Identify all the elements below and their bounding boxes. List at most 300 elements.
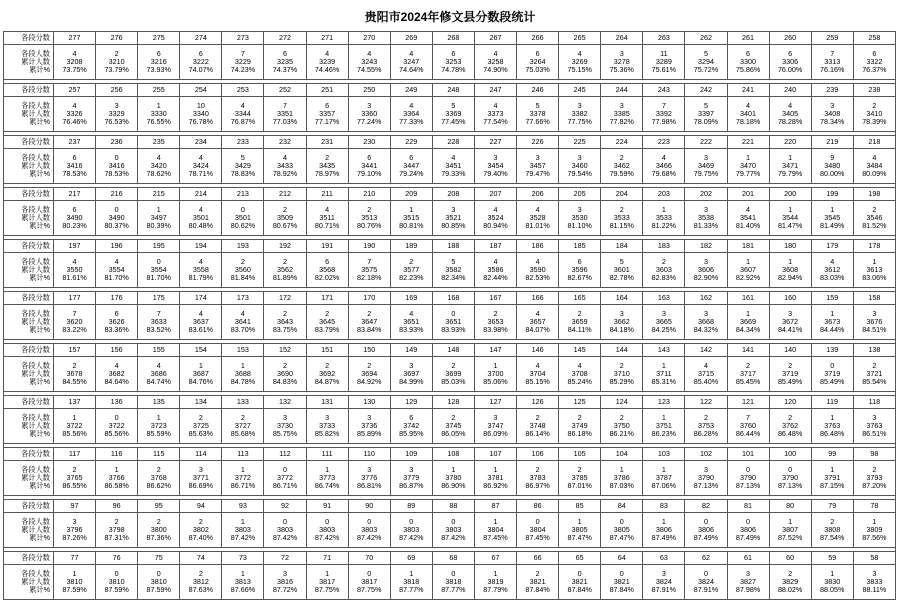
stats-label-cum: 累计人数 [21, 109, 50, 118]
cumulative-count: 3612 [824, 265, 841, 274]
cumulative-percent: 81.61% [62, 273, 87, 282]
segment-count: 4 [746, 101, 751, 110]
stats-cell [769, 97, 811, 132]
stats-cell [222, 565, 264, 600]
cumulative-count: 3497 [150, 213, 167, 222]
score-cell: 177 [54, 292, 96, 305]
stats-cell [474, 461, 516, 496]
cumulative-percent: 78.09% [693, 117, 719, 126]
stats-row [4, 97, 896, 132]
score-cell: 152 [264, 344, 306, 357]
stats-cell [769, 45, 811, 80]
score-cell: 158 [853, 292, 895, 305]
score-cell: 141 [727, 344, 769, 357]
segment-count: 1 [746, 153, 751, 162]
segment-count: 0 [703, 517, 708, 526]
cumulative-percent: 83.22% [62, 325, 87, 334]
segment-count: 3 [746, 569, 751, 578]
cumulative-count: 3821 [571, 577, 588, 586]
segment-count: 4 [535, 205, 540, 214]
segment-count: 1 [409, 205, 414, 214]
score-cell: 234 [180, 136, 222, 149]
score-cell: 102 [685, 448, 727, 461]
stats-cell [853, 149, 895, 184]
cumulative-percent: 84.83% [272, 377, 298, 386]
stats-cell [54, 461, 96, 496]
stats-row-labels [4, 201, 54, 236]
cumulative-percent: 86.05% [441, 429, 466, 438]
cumulative-count: 3264 [529, 57, 546, 66]
cumulative-percent: 76.78% [188, 117, 214, 126]
cumulative-count: 3300 [740, 57, 757, 66]
cumulative-percent: 87.66% [230, 585, 256, 594]
cumulative-percent: 87.42% [399, 533, 424, 542]
cumulative-percent: 77.66% [525, 117, 550, 126]
segment-count: 0 [535, 517, 540, 526]
segment-count: 2 [283, 205, 288, 214]
score-cell: 109 [390, 448, 432, 461]
cumulative-count: 3736 [361, 421, 378, 430]
score-cell: 225 [559, 136, 601, 149]
score-cell: 192 [264, 240, 306, 253]
cumulative-count: 3760 [740, 421, 757, 430]
cumulative-percent: 77.17% [314, 117, 340, 126]
score-cell: 70 [348, 552, 390, 565]
score-cell: 238 [853, 84, 895, 97]
score-cell: 244 [601, 84, 643, 97]
stats-row [4, 305, 896, 340]
cumulative-percent: 83.70% [230, 325, 256, 334]
segment-count: 4 [240, 101, 245, 110]
stats-cell [769, 409, 811, 444]
segment-count: 3 [283, 569, 288, 578]
cumulative-count: 3790 [782, 473, 799, 482]
stats-row-labels [4, 305, 54, 340]
cumulative-count: 3208 [66, 57, 83, 66]
stats-cell [348, 201, 390, 236]
stats-cell [769, 513, 811, 548]
cumulative-percent: 82.53% [525, 273, 550, 282]
score-cell: 246 [517, 84, 559, 97]
cumulative-percent: 87.01% [567, 481, 592, 490]
segment-count: 3 [325, 413, 330, 422]
stats-cell [222, 201, 264, 236]
score-cell: 155 [138, 344, 180, 357]
cumulative-count: 3586 [487, 265, 504, 274]
cumulative-percent: 84.51% [862, 325, 887, 334]
stats-cell [811, 461, 853, 496]
stats-cell [222, 253, 264, 288]
cumulative-percent: 76.00% [777, 65, 803, 74]
score-cell: 161 [727, 292, 769, 305]
cumulative-percent: 87.59% [146, 585, 171, 594]
segment-count: 3 [535, 153, 540, 162]
score-cell: 217 [54, 188, 96, 201]
cumulative-percent: 87.91% [693, 585, 719, 594]
stats-cell [517, 513, 559, 548]
segment-count: 5 [703, 101, 708, 110]
segment-count: 1 [619, 465, 624, 474]
score-cell: 134 [180, 396, 222, 409]
segment-count: 3 [872, 309, 877, 318]
score-cell: 258 [853, 32, 895, 45]
segment-count: 1 [830, 205, 835, 214]
score-cell: 203 [643, 188, 685, 201]
cumulative-count: 3416 [108, 161, 125, 170]
stats-cell [432, 357, 474, 392]
cumulative-percent: 80.23% [62, 221, 87, 230]
cumulative-count: 3490 [108, 213, 125, 222]
segment-count: 2 [577, 309, 582, 318]
score-cell: 126 [517, 396, 559, 409]
stats-cell [180, 461, 222, 496]
stats-cell [559, 253, 601, 288]
cumulative-count: 3821 [613, 577, 630, 586]
segment-count: 4 [493, 205, 498, 214]
cumulative-percent: 87.13% [777, 481, 803, 490]
cumulative-percent: 87.49% [693, 533, 719, 542]
cumulative-count: 3460 [571, 161, 588, 170]
segment-count: 4 [577, 361, 582, 370]
cumulative-count: 3608 [782, 265, 799, 274]
segment-count: 4 [72, 49, 77, 58]
cumulative-count: 3554 [150, 265, 167, 274]
segment-count: 2 [240, 257, 245, 266]
score-cell: 125 [559, 396, 601, 409]
segment-count: 5 [240, 153, 245, 162]
cumulative-count: 3470 [740, 161, 757, 170]
cumulative-count: 3668 [697, 317, 714, 326]
segment-count: 4 [451, 153, 456, 162]
cumulative-count: 3727 [234, 421, 251, 430]
cumulative-count: 3454 [487, 161, 504, 170]
segment-count: 6 [409, 153, 414, 162]
segment-count: 4 [493, 49, 498, 58]
score-cell: 106 [517, 448, 559, 461]
segment-count: 1 [788, 257, 793, 266]
cumulative-count: 3313 [824, 57, 841, 66]
cumulative-count: 3765 [66, 473, 83, 482]
cumulative-percent: 79.75% [693, 169, 719, 178]
stats-cell [138, 45, 180, 80]
stats-cell [643, 201, 685, 236]
score-cell: 189 [390, 240, 432, 253]
stats-cell [685, 45, 727, 80]
stats-cell [348, 461, 390, 496]
segment-count: 1 [788, 205, 793, 214]
cumulative-count: 3785 [571, 473, 588, 482]
score-cell: 266 [517, 32, 559, 45]
cumulative-percent: 87.59% [104, 585, 129, 594]
stats-label-count: 各段人数 [21, 361, 50, 370]
score-cell: 121 [727, 396, 769, 409]
stats-cell [222, 357, 264, 392]
cumulative-count: 3692 [319, 369, 336, 378]
cumulative-percent: 74.46% [314, 65, 340, 74]
segment-count: 1 [72, 413, 77, 422]
stats-cell [222, 45, 264, 80]
stats-cell [348, 409, 390, 444]
stats-cell [811, 565, 853, 600]
score-cell: 136 [96, 396, 138, 409]
cumulative-percent: 82.83% [651, 273, 677, 282]
score-cell: 145 [559, 344, 601, 357]
stats-cell [727, 305, 769, 340]
cumulative-count: 3662 [613, 317, 630, 326]
cumulative-count: 3725 [192, 421, 209, 430]
cumulative-count: 3808 [824, 525, 841, 534]
score-cell: 76 [96, 552, 138, 565]
stats-cell [517, 565, 559, 600]
stats-cell [811, 201, 853, 236]
cumulative-percent: 80.62% [230, 221, 256, 230]
cumulative-count: 3742 [403, 421, 420, 430]
cumulative-count: 3682 [108, 369, 125, 378]
stats-cell [306, 409, 348, 444]
stats-cell [306, 305, 348, 340]
cumulative-count: 3806 [740, 525, 757, 534]
score-cell: 101 [727, 448, 769, 461]
cumulative-count: 3807 [782, 525, 799, 534]
score-cell: 99 [811, 448, 853, 461]
cumulative-percent: 85.59% [146, 429, 171, 438]
score-cell: 65 [559, 552, 601, 565]
stats-cell [348, 565, 390, 600]
segment-count: 1 [746, 257, 751, 266]
segment-count: 4 [703, 361, 708, 370]
stats-cell [474, 565, 516, 600]
cumulative-percent: 84.64% [104, 377, 129, 386]
score-cell: 93 [222, 500, 264, 513]
score-cell: 84 [601, 500, 643, 513]
cumulative-count: 3613 [866, 265, 883, 274]
cumulative-count: 3787 [655, 473, 672, 482]
stats-cell [180, 149, 222, 184]
cumulative-percent: 86.48% [777, 429, 803, 438]
segment-count: 3 [830, 101, 835, 110]
stats-cell [517, 149, 559, 184]
cumulative-count: 3560 [234, 265, 251, 274]
cumulative-count: 3515 [403, 213, 420, 222]
cumulative-count: 3803 [361, 525, 378, 534]
cumulative-count: 3806 [697, 525, 714, 534]
score-cell: 166 [517, 292, 559, 305]
score-cell: 64 [601, 552, 643, 565]
score-cell: 221 [727, 136, 769, 149]
score-row-label: 各段分数 [4, 396, 54, 409]
stats-cell [727, 201, 769, 236]
cumulative-count: 3747 [487, 421, 504, 430]
stats-label-cum: 累计人数 [21, 473, 50, 482]
stats-label-pct: 累计% [29, 117, 50, 126]
cumulative-count: 3818 [445, 577, 462, 586]
score-cell: 97 [54, 500, 96, 513]
cumulative-count: 3447 [403, 161, 420, 170]
cumulative-count: 3697 [403, 369, 420, 378]
cumulative-count: 3776 [361, 473, 378, 482]
stats-cell [853, 513, 895, 548]
score-cell: 153 [222, 344, 264, 357]
stats-cell [685, 97, 727, 132]
score-cell: 207 [474, 188, 516, 201]
segment-count: 2 [872, 361, 877, 370]
stats-label-count: 各段人数 [21, 49, 50, 58]
segment-count: 2 [577, 465, 582, 474]
cumulative-count: 3521 [445, 213, 462, 222]
cumulative-count: 3810 [108, 577, 125, 586]
cumulative-count: 3269 [571, 57, 588, 66]
cumulative-percent: 86.58% [104, 481, 129, 490]
segment-count: 3 [703, 153, 708, 162]
cumulative-percent: 76.46% [62, 117, 87, 126]
stats-label-count: 各段人数 [21, 101, 50, 110]
cumulative-percent: 73.75% [62, 65, 87, 74]
segment-count: 1 [830, 569, 835, 578]
cumulative-count: 3405 [782, 109, 799, 118]
cumulative-count: 3699 [445, 369, 462, 378]
stats-cell [474, 201, 516, 236]
cumulative-percent: 84.78% [230, 377, 256, 386]
cumulative-percent: 84.41% [777, 325, 803, 334]
cumulative-count: 3501 [192, 213, 209, 222]
segment-count: 4 [114, 361, 119, 370]
cumulative-count: 3829 [782, 577, 799, 586]
segment-count: 4 [325, 205, 330, 214]
cumulative-percent: 87.45% [483, 533, 508, 542]
score-cell: 236 [96, 136, 138, 149]
segment-count: 4 [872, 153, 877, 162]
stats-cell [348, 97, 390, 132]
cumulative-percent: 79.79% [777, 169, 803, 178]
cumulative-count: 3773 [319, 473, 336, 482]
cumulative-count: 3424 [192, 161, 209, 170]
score-cell: 62 [685, 552, 727, 565]
cumulative-count: 3329 [108, 109, 125, 118]
score-cell: 250 [348, 84, 390, 97]
cumulative-percent: 78.92% [272, 169, 298, 178]
cumulative-percent: 74.78% [441, 65, 466, 74]
stats-cell [685, 409, 727, 444]
score-cell: 191 [306, 240, 348, 253]
cumulative-percent: 80.85% [441, 221, 466, 230]
stats-cell [727, 253, 769, 288]
cumulative-count: 3607 [740, 265, 757, 274]
cumulative-count: 3824 [697, 577, 714, 586]
segment-count: 3 [577, 205, 582, 214]
cumulative-percent: 84.44% [820, 325, 845, 334]
cumulative-count: 3247 [403, 57, 420, 66]
stats-cell [54, 565, 96, 600]
stats-cell [306, 97, 348, 132]
segment-count: 1 [493, 465, 498, 474]
segment-count: 0 [451, 517, 456, 526]
segment-count: 0 [367, 569, 372, 578]
stats-cell [432, 253, 474, 288]
stats-row-labels [4, 45, 54, 80]
score-cell: 132 [264, 396, 306, 409]
cumulative-percent: 85.15% [525, 377, 550, 386]
cumulative-count: 3501 [234, 213, 251, 222]
stats-cell [601, 149, 643, 184]
cumulative-percent: 81.22% [651, 221, 677, 230]
score-cell: 181 [727, 240, 769, 253]
cumulative-percent: 84.07% [525, 325, 550, 334]
stats-cell [643, 513, 685, 548]
stats-cell [96, 565, 138, 600]
cumulative-count: 3360 [361, 109, 378, 118]
cumulative-percent: 78.53% [104, 169, 129, 178]
stats-cell [138, 409, 180, 444]
cumulative-count: 3766 [108, 473, 125, 482]
segment-count: 6 [535, 49, 540, 58]
score-cell: 252 [264, 84, 306, 97]
segment-count: 2 [325, 361, 330, 370]
stats-cell [390, 409, 432, 444]
segment-count: 3 [367, 413, 372, 422]
score-cell: 116 [96, 448, 138, 461]
segment-count: 4 [283, 153, 288, 162]
score-cell: 148 [432, 344, 474, 357]
cumulative-count: 3749 [571, 421, 588, 430]
segment-count: 4 [409, 309, 414, 318]
stats-cell [390, 97, 432, 132]
segment-count: 4 [830, 257, 835, 266]
stats-cell [601, 97, 643, 132]
score-cell: 94 [180, 500, 222, 513]
cumulative-percent: 81.01% [525, 221, 550, 230]
cumulative-percent: 87.79% [483, 585, 508, 594]
score-row [4, 240, 896, 253]
stats-cell [769, 357, 811, 392]
stats-cell [96, 513, 138, 548]
stats-cell [601, 45, 643, 80]
cumulative-percent: 86.81% [357, 481, 382, 490]
segment-count: 0 [240, 205, 245, 214]
cumulative-percent: 85.68% [230, 429, 256, 438]
cumulative-count: 3813 [234, 577, 251, 586]
score-cell: 88 [432, 500, 474, 513]
segment-count: 6 [409, 413, 414, 422]
segment-count: 2 [198, 569, 203, 578]
cumulative-count: 3827 [740, 577, 757, 586]
score-row-label: 各段分数 [4, 136, 54, 149]
stats-cell [601, 357, 643, 392]
cumulative-count: 3830 [824, 577, 841, 586]
stats-cell [390, 149, 432, 184]
cumulative-percent: 85.63% [188, 429, 214, 438]
cumulative-count: 3715 [697, 369, 714, 378]
stats-cell [643, 97, 685, 132]
stats-cell [643, 149, 685, 184]
stats-row-labels [4, 97, 54, 132]
segment-count: 9 [830, 153, 835, 162]
stats-cell [601, 305, 643, 340]
score-cell: 264 [601, 32, 643, 45]
cumulative-percent: 86.97% [525, 481, 550, 490]
cumulative-count: 3708 [571, 369, 588, 378]
stats-cell [348, 305, 390, 340]
cumulative-count: 3804 [529, 525, 546, 534]
stats-cell [559, 305, 601, 340]
stats-cell [811, 357, 853, 392]
cumulative-count: 3294 [697, 57, 714, 66]
stats-cell [222, 149, 264, 184]
cumulative-percent: 77.24% [357, 117, 382, 126]
score-cell: 89 [390, 500, 432, 513]
stats-cell [432, 45, 474, 80]
segment-count: 0 [409, 517, 414, 526]
stats-cell [390, 201, 432, 236]
